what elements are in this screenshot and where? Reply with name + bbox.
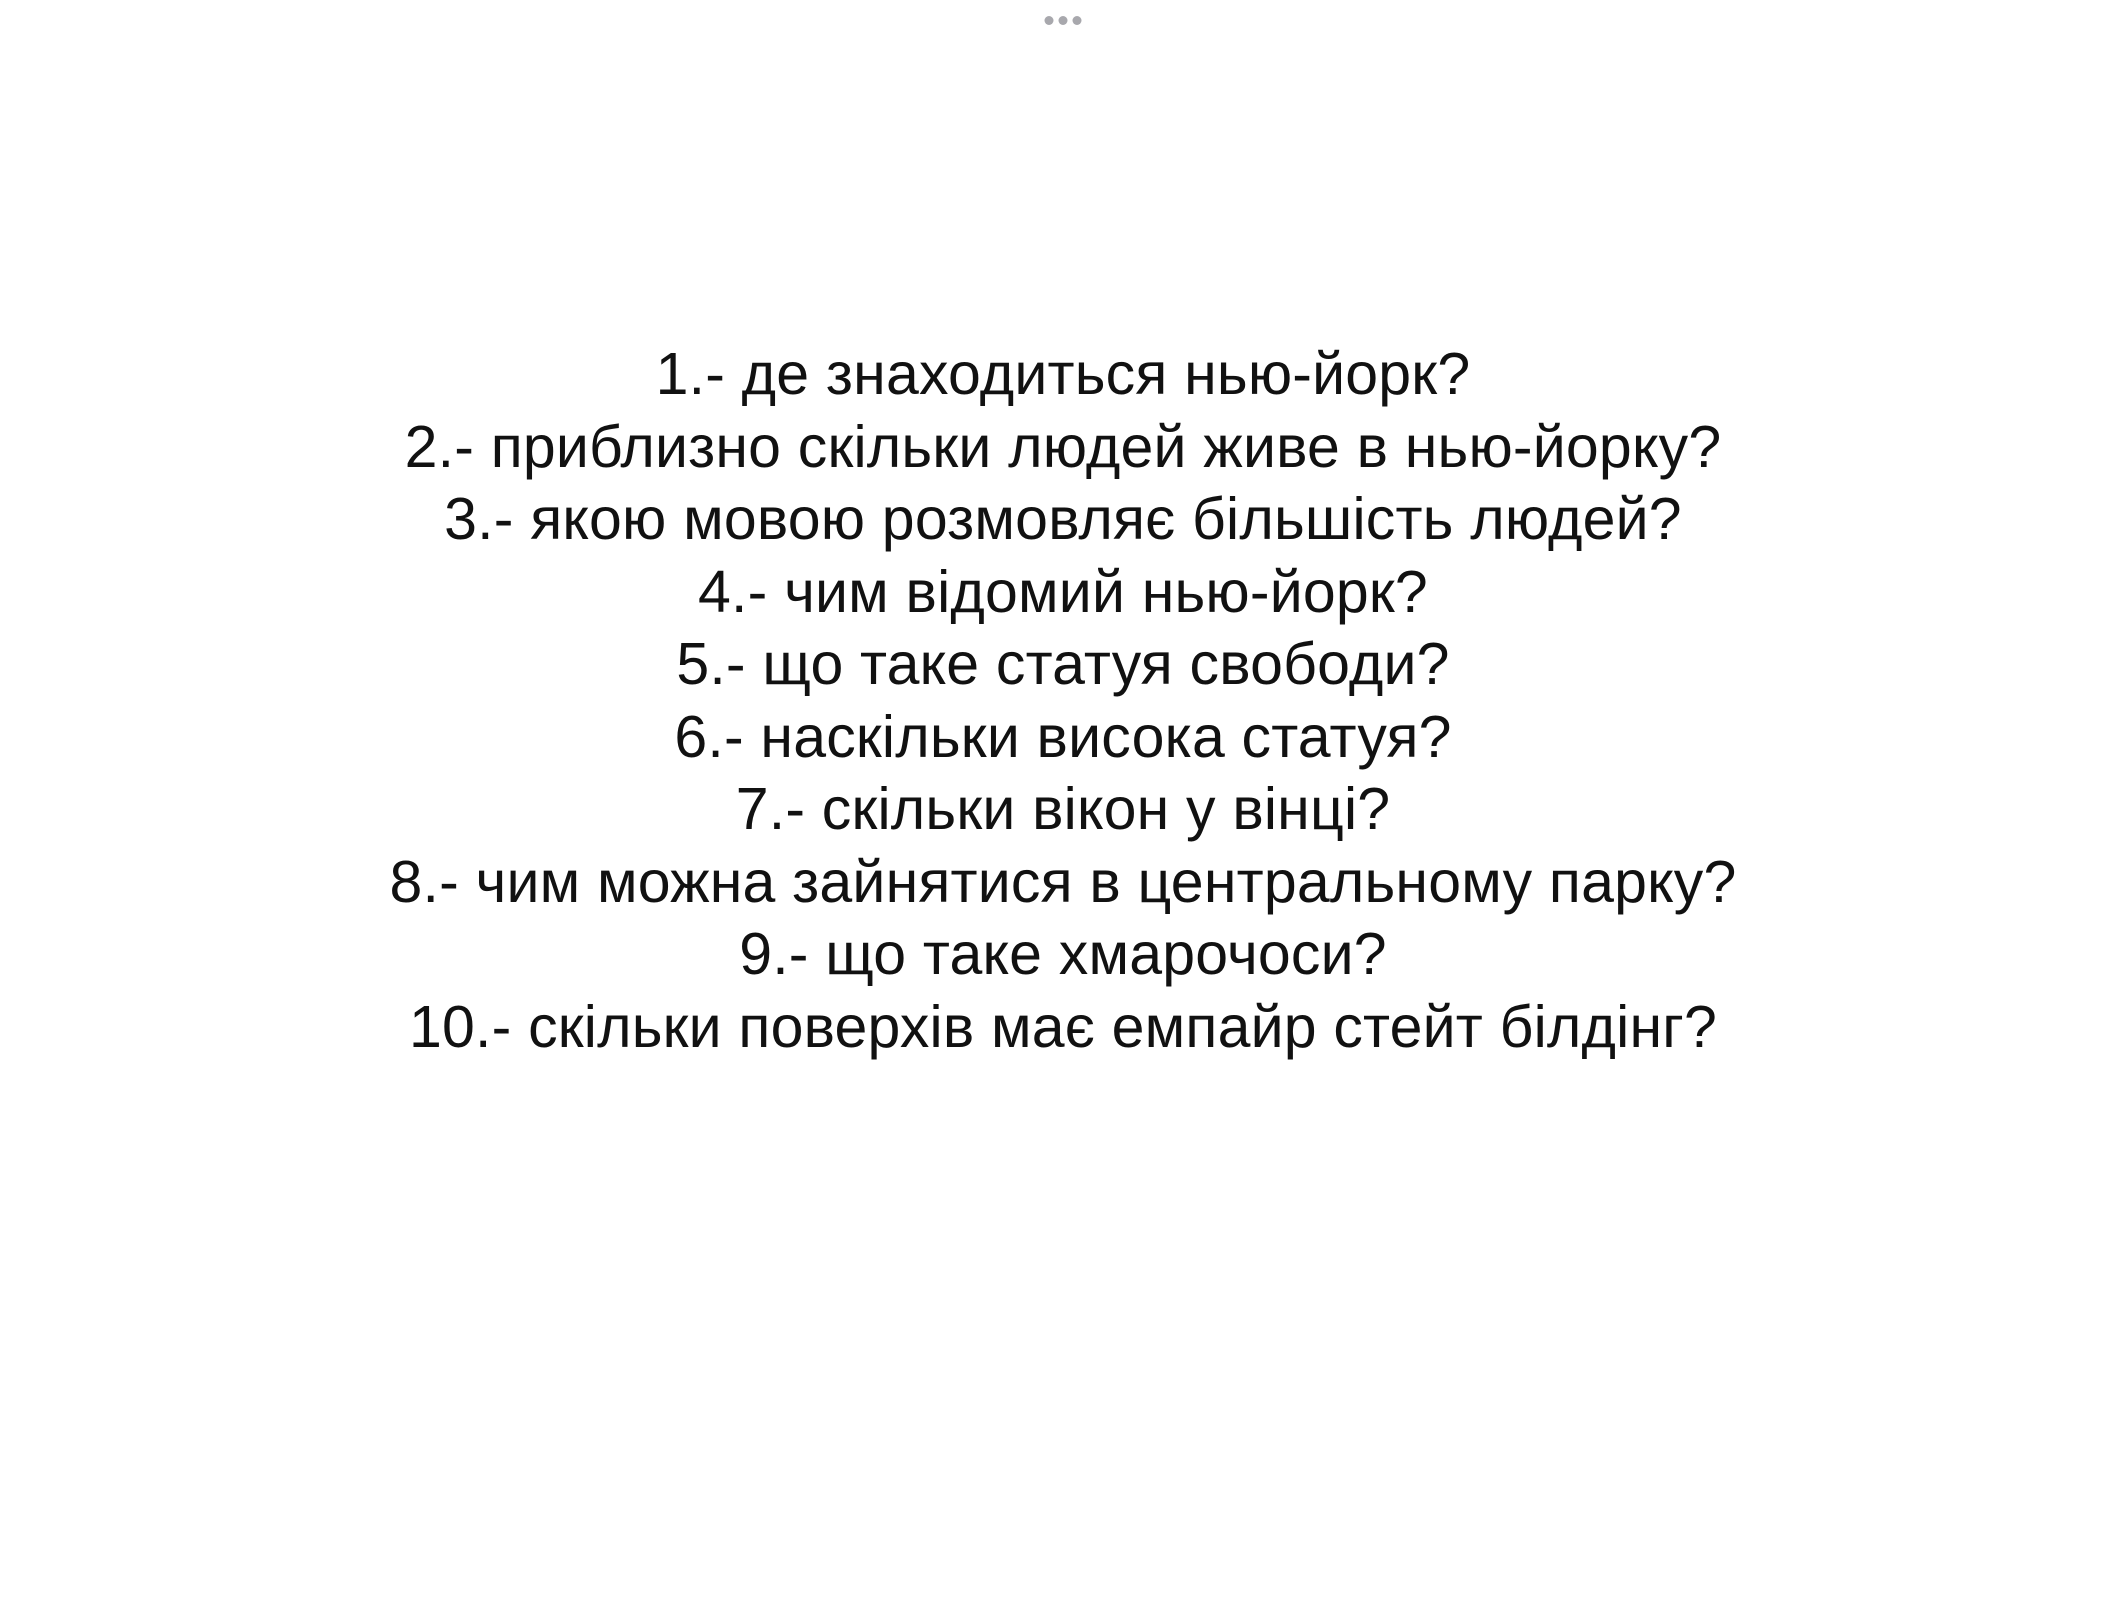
dot	[1045, 16, 1054, 25]
question-line-5: 5.- що таке статуя свободи?	[676, 631, 1450, 697]
dot	[1073, 16, 1082, 25]
more-dots-icon[interactable]	[1039, 12, 1088, 29]
question-line-2: 2.- приблизно скільки людей живе в нью-йорку?	[404, 413, 1722, 480]
question-line-7: 7.- скільки вікон у вінці?	[735, 776, 1391, 842]
question-line-3: 3.- якою мовою розмовляє більшість людей?	[444, 486, 1682, 552]
question-line-8: 8.- чим можна зайнятися в центральному парку?	[389, 848, 1737, 915]
dot	[1059, 16, 1068, 25]
question-line-4: 4.- чим відомий нью-йорк?	[698, 558, 1428, 625]
question-line-1: 1.- де знаходиться нью-йорк?	[655, 341, 1471, 407]
question-line-6: 6.- наскільки висока статуя?	[674, 703, 1452, 770]
question-line-10: 10.- скільки поверхів має емпайр стейт білдінг?	[409, 993, 1717, 1060]
question-line-9: 9.- що таке хмарочоси?	[739, 921, 1387, 987]
document-body[interactable]	[0, 338, 2126, 1063]
